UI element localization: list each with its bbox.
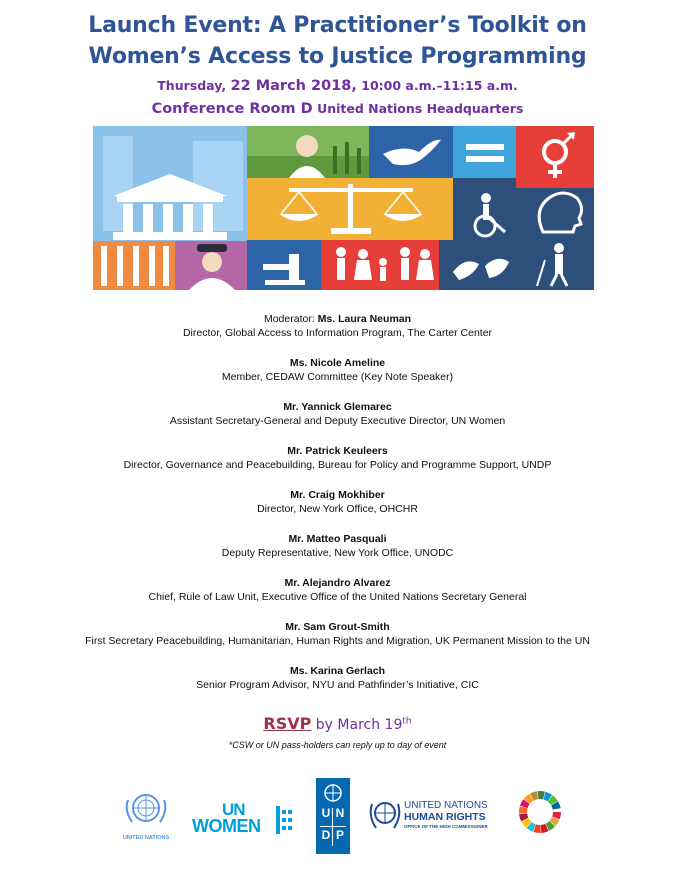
police-officer-icon xyxy=(175,241,247,290)
banner-illustration xyxy=(93,126,594,290)
gavel-icon xyxy=(247,240,321,290)
title-line-1: Launch Event: A Practitioner’s Toolkit on xyxy=(88,13,587,38)
undp-emblem-icon xyxy=(321,782,345,804)
un-women-symbol-icon xyxy=(274,804,294,836)
rsvp-deadline: by March 19 xyxy=(315,717,403,733)
farmer-icon xyxy=(247,126,369,178)
undp-logo xyxy=(316,778,350,854)
rsvp-link[interactable]: RSVP xyxy=(263,714,312,733)
dove-icon xyxy=(369,126,453,178)
speaker-role: Chief, Rule of Law Unit, Executive Office of the United Nations Secretary General xyxy=(148,591,527,603)
event-title xyxy=(0,10,675,72)
event-date-time xyxy=(0,78,675,94)
undp-letter-u: U xyxy=(321,806,331,820)
speaker-name: Ms. Karina Gerlach xyxy=(289,665,386,677)
speaker-name: Mr. Alejandro Alvarez xyxy=(284,577,391,589)
speaker-item xyxy=(0,620,675,648)
speaker-name: Mr. Sam Grout-Smith xyxy=(285,621,390,633)
speaker-item xyxy=(0,400,675,428)
speaker-role: Deputy Representative, New York Office, UNODC xyxy=(221,547,454,559)
event-date: 22 March 2018, xyxy=(230,78,357,94)
speaker-item xyxy=(0,444,675,472)
speaker-name: Mr. Patrick Keuleers xyxy=(287,445,388,457)
ohchr-logo xyxy=(368,792,500,844)
rsvp-note: *CSW or UN pass-holders can reply up to day of event xyxy=(228,740,447,750)
undp-letter-p: P xyxy=(335,828,344,842)
sdg-wheel-logo xyxy=(518,790,562,834)
event-building: United Nations Headquarters xyxy=(317,101,524,116)
event-venue xyxy=(0,101,675,117)
building-icon xyxy=(93,126,247,241)
ohchr-text-2: HUMAN RIGHTS xyxy=(404,811,486,823)
speaker-role: Director, New York Office, OHCHR xyxy=(257,503,418,515)
un-women-logo xyxy=(192,800,296,842)
speaker-name: Mr. Matteo Pasquali xyxy=(288,533,387,545)
speaker-role: Senior Program Advisor, NYU and Pathfinder’s Initiative, CIC xyxy=(196,679,479,691)
event-day: Thursday, xyxy=(157,78,227,93)
gender-symbol-icon xyxy=(516,126,594,188)
prison-bars-icon xyxy=(93,241,175,290)
wheelchair-icon xyxy=(453,188,523,240)
speaker-role: First Secretary Peacebuilding, Humanitarian, Human Rights and Migration, UK Permanent Mission to the UN xyxy=(85,635,590,647)
moderator-role: Director, Global Access to Information Program, The Carter Center xyxy=(182,327,493,339)
speaker-item xyxy=(0,356,675,384)
un-emblem-icon xyxy=(118,790,174,830)
speaker-list xyxy=(0,312,675,708)
event-time: 10:00 a.m.–11:15 a.m. xyxy=(361,78,518,93)
event-room: Conference Room D xyxy=(151,101,313,117)
scales-of-justice-icon xyxy=(247,178,453,240)
un-women-text-2: WOMEN xyxy=(192,816,261,836)
equal-sign-icon xyxy=(453,126,516,178)
speaker-role: Assistant Secretary-General and Deputy Executive Director, UN Women xyxy=(169,415,506,427)
speaker-name: Mr. Craig Mokhiber xyxy=(290,489,385,501)
un-logo xyxy=(118,790,174,842)
title-line-2: Women’s Access to Justice Programming xyxy=(88,44,587,69)
ohchr-text-1: UNITED NATIONS xyxy=(404,800,488,811)
un-women-text-1: UN xyxy=(222,800,245,819)
speaker-role: Director, Governance and Peacebuilding, Bureau for Policy and Programme Support, UNDP xyxy=(123,459,552,471)
sdg-wheel-icon xyxy=(518,790,562,834)
speaker-name: Ms. Nicole Ameline xyxy=(289,357,386,369)
undp-letter-n: N xyxy=(335,806,345,820)
ohchr-text-3: OFFICE OF THE HIGH COMMISSIONER xyxy=(404,824,488,829)
speaker-item xyxy=(0,532,675,560)
blind-person-icon xyxy=(523,240,594,290)
rsvp-deadline-suffix: th xyxy=(402,716,412,727)
sign-language-icon xyxy=(439,240,523,290)
speaker-item xyxy=(0,576,675,604)
undp-letter-d: D xyxy=(321,828,331,842)
speaker-item xyxy=(0,664,675,692)
rsvp-line xyxy=(0,714,675,733)
speaker-role: Member, CEDAW Committee (Key Note Speaker) xyxy=(221,371,454,383)
un-human-rights-emblem-icon xyxy=(368,796,402,834)
moderator-label: Moderator: xyxy=(263,313,315,325)
un-logo-text: UNITED NATIONS xyxy=(122,835,170,841)
speaker-item xyxy=(0,488,675,516)
moderator-name: Ms. Laura Neuman xyxy=(317,313,412,325)
family-icon xyxy=(321,240,439,290)
head-icon xyxy=(523,188,594,240)
speaker-name: Mr. Yannick Glemarec xyxy=(283,401,392,413)
moderator xyxy=(0,312,675,340)
